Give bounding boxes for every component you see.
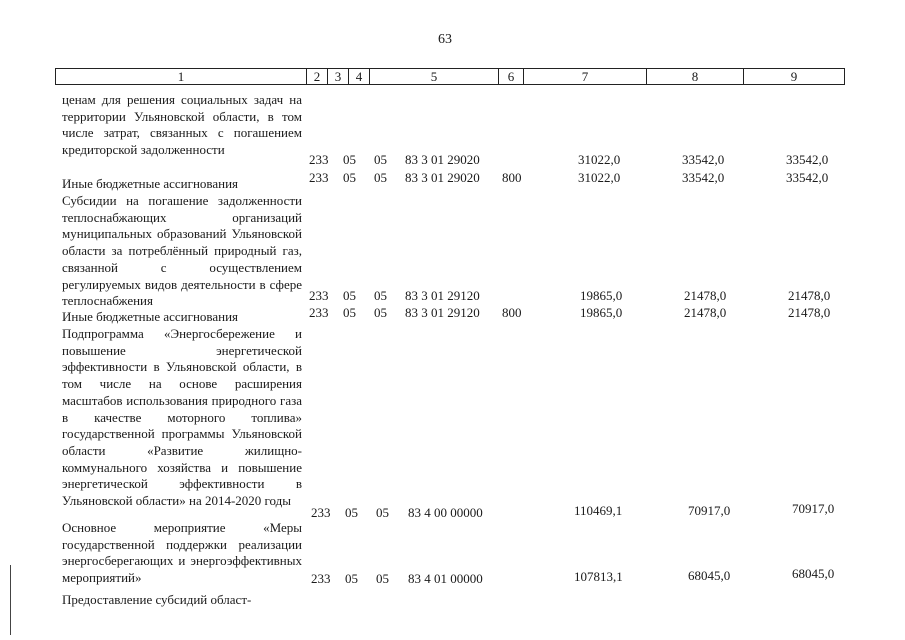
cell-ministry: 233 xyxy=(309,152,329,167)
cell-ministry: 233 xyxy=(311,571,331,586)
header-col-8: 8 xyxy=(647,69,744,84)
cell-value-col7: 31022,0 xyxy=(578,170,621,185)
header-col-1: 1 xyxy=(56,69,307,84)
row-description: Иные бюджетные ассигнования xyxy=(62,176,239,191)
cell-subsection: 05 xyxy=(374,170,387,185)
header-col-5: 5 xyxy=(370,69,499,84)
cell-ministry: 233 xyxy=(309,288,329,303)
cell-subsection: 05 xyxy=(374,288,387,303)
row-description: Подпрограмма «Энергосбережение и повышение энергетической эффективности в Ульяновской области, в том числе на основе расширения масштабов использования природного газа в качестве моторного топлива» государственной программы Ульяновской области «Развитие жилищно-коммунального хозяйства и повышение энергетической эффективности в Ульяновской области» на 2014-2020 годы xyxy=(62,326,302,509)
cell-subsection: 05 xyxy=(376,505,389,520)
cell-value-col8: 70917,0 xyxy=(688,503,731,518)
row-description: Предоставление субсидий област- xyxy=(62,592,252,607)
cell-section: 05 xyxy=(345,505,358,520)
cell-target: 83 3 01 29020 xyxy=(405,152,480,167)
cell-ministry: 233 xyxy=(309,170,329,185)
cell-ministry: 233 xyxy=(309,305,329,320)
cell-value-col8: 68045,0 xyxy=(688,568,731,583)
cell-value-col9: 70917,0 xyxy=(792,501,835,516)
cell-value-col7: 107813,1 xyxy=(574,569,623,584)
scan-margin-line xyxy=(10,565,11,635)
cell-section: 05 xyxy=(343,288,356,303)
header-col-6: 6 xyxy=(499,69,524,84)
row-description: Субсидии на погашение задолженности теплоснабжающих организаций муниципальных образований Ульяновской области за потреблённый природный газ, связанной с осуществлением регулируемых видов деятельности в сфере теплоснабжения xyxy=(62,193,302,309)
cell-target: 83 4 01 00000 xyxy=(408,571,483,586)
cell-target: 83 3 01 29120 xyxy=(405,288,480,303)
cell-section: 05 xyxy=(345,571,358,586)
cell-section: 05 xyxy=(343,170,356,185)
cell-type: 800 xyxy=(502,170,522,185)
cell-value-col9: 68045,0 xyxy=(792,566,835,581)
row-description: Иные бюджетные ассигнования xyxy=(62,309,239,324)
row-description: ценам для решения социальных задач на территории Ульяновской области, в том числе затрат, связанных с погашением кредиторской задолженности xyxy=(62,92,302,158)
cell-value-col7: 110469,1 xyxy=(574,503,623,518)
cell-value-col7: 19865,0 xyxy=(580,305,623,320)
cell-target: 83 3 01 29120 xyxy=(405,305,480,320)
cell-subsection: 05 xyxy=(374,152,387,167)
cell-subsection: 05 xyxy=(376,571,389,586)
header-col-7: 7 xyxy=(524,69,647,84)
header-col-4: 4 xyxy=(349,69,370,84)
cell-value-col8: 33542,0 xyxy=(682,152,725,167)
cell-type: 800 xyxy=(502,305,522,320)
cell-value-col9: 33542,0 xyxy=(786,170,829,185)
cell-subsection: 05 xyxy=(374,305,387,320)
cell-section: 05 xyxy=(343,152,356,167)
row-description: Основное мероприятие «Меры государственной поддержки реализации энергосберегающих и энергоэффективных мероприятий» xyxy=(62,520,302,586)
cell-value-col9: 21478,0 xyxy=(788,305,831,320)
cell-value-col7: 19865,0 xyxy=(580,288,623,303)
header-col-9: 9 xyxy=(790,69,798,84)
cell-value-col8: 21478,0 xyxy=(684,288,727,303)
cell-value-col8: 21478,0 xyxy=(684,305,727,320)
cell-ministry: 233 xyxy=(311,505,331,520)
cell-target: 83 4 00 00000 xyxy=(408,505,483,520)
cell-value-col9: 21478,0 xyxy=(788,288,831,303)
cell-value-col7: 31022,0 xyxy=(578,152,621,167)
cell-value-col9: 33542,0 xyxy=(786,152,829,167)
page-number: 63 xyxy=(438,32,452,47)
cell-value-col8: 33542,0 xyxy=(682,170,725,185)
header-col-2: 2 xyxy=(307,69,328,84)
cell-target: 83 3 01 29020 xyxy=(405,170,480,185)
cell-section: 05 xyxy=(343,305,356,320)
header-col-3: 3 xyxy=(328,69,349,84)
